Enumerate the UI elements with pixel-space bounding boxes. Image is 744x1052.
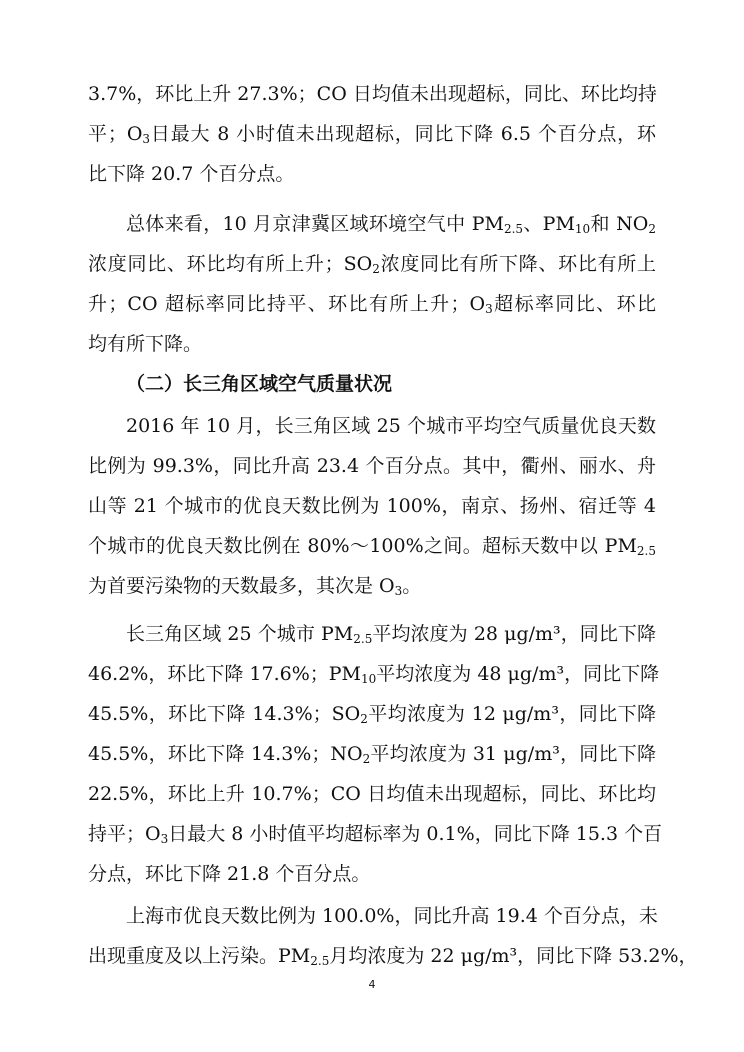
text-line — [126, 904, 656, 928]
subscript: 3 — [160, 832, 169, 846]
text-run: 平均浓度为 31 μg/m³，同比下降 — [370, 743, 656, 765]
text-run: 平均浓度为 12 μg/m³，同比下降 — [367, 703, 656, 725]
subscript: 10 — [361, 672, 377, 686]
subscript: 2 — [362, 752, 371, 766]
subscript: 3 — [485, 302, 493, 316]
subscript: 2.5 — [353, 632, 373, 646]
text-run: 长三角区域 25 个城市 PM — [126, 623, 354, 645]
text-run: 升；CO 超标率同比持平、环比有所上升；O — [88, 293, 486, 315]
text-line — [88, 454, 656, 478]
text-line — [88, 782, 656, 806]
text-line — [126, 414, 656, 438]
text-line — [88, 494, 656, 518]
text-run: 22.5%，环比上升 10.7%；CO 日均值未出现超标，同比、环比均 — [88, 783, 656, 805]
subscript: 2.5 — [636, 544, 656, 558]
page-number: 4 — [368, 978, 376, 991]
subscript: 2 — [648, 222, 656, 236]
text-run: 个城市的优良天数比例在 80%～100%之间。超标天数中以 PM — [88, 535, 637, 557]
text-run: 日最大 8 小时值未出现超标，同比下降 6.5 个百分点，环 — [150, 123, 656, 145]
text-run: 和 NO — [590, 213, 649, 235]
subscript: 2 — [360, 712, 368, 726]
text-run: 平均浓度为 28 μg/m³，同比下降 — [372, 623, 656, 645]
section-heading: （二）长三角区域空气质量状况 — [126, 373, 393, 395]
subscript: 3 — [142, 132, 151, 146]
text-line — [88, 122, 656, 146]
text-run: 浓度同比有所下降、环比有所上 — [379, 253, 656, 275]
text-line — [88, 662, 660, 686]
text-line — [88, 862, 656, 886]
text-run: 平；O — [88, 123, 143, 145]
text-run: 比例为 99.3%，同比升高 23.4 个百分点。其中，衢州、丽水、舟 — [88, 455, 656, 477]
text-line — [126, 622, 656, 646]
text-run: 均有所下降。 — [88, 333, 203, 355]
text-run: 总体来看，10 月京津冀区域环境空气中 PM — [126, 213, 504, 235]
subscript: 2.5 — [503, 222, 524, 236]
text-line — [126, 212, 656, 236]
text-line — [88, 292, 656, 316]
text-run: 分点，环比下降 21.8 个百分点。 — [88, 863, 371, 885]
subscript: 10 — [574, 222, 591, 236]
text-run: 。 — [402, 575, 422, 597]
text-line — [88, 162, 656, 186]
text-line — [88, 822, 663, 846]
text-run: 平均浓度为 48 μg/m³，同比下降 — [376, 663, 660, 685]
text-run: 持平；O — [88, 823, 161, 845]
subscript: 2 — [372, 262, 380, 276]
text-run: 日最大 8 小时值平均超标率为 0.1%，同比下降 15.3 个百 — [168, 823, 663, 845]
text-run: 浓度同比、环比均有所上升；SO — [88, 253, 373, 275]
text-line — [88, 742, 656, 766]
text-run: 月均浓度为 22 μg/m³，同比下降 53.2%， — [329, 945, 698, 967]
text-line — [88, 534, 656, 558]
text-line — [88, 82, 656, 106]
text-run: 比下降 20.7 个百分点。 — [88, 163, 295, 185]
subscript: 3 — [394, 584, 403, 598]
text-run: 山等 21 个城市的优良天数比例为 100%，南京、扬州、宿迁等 4 — [88, 495, 656, 517]
text-run: 46.2%，环比下降 17.6%；PM — [88, 663, 361, 685]
text-line — [88, 702, 656, 726]
text-run: 超标率同比、环比 — [492, 293, 656, 315]
text-run: 45.5%，环比下降 14.3%；SO — [88, 703, 361, 725]
text-line — [88, 252, 656, 276]
subscript: 2.5 — [310, 954, 330, 968]
text-run: 、PM — [523, 213, 575, 235]
text-run: 3.7%，环比上升 27.3%；CO 日均值未出现超标，同比、环比均持 — [88, 83, 657, 105]
text-line — [88, 944, 698, 968]
text-run: 出现重度及以上污染。PM — [88, 945, 311, 967]
text-line — [88, 574, 656, 598]
text-line — [88, 332, 656, 356]
text-run: 45.5%，环比下降 14.3%；NO — [88, 743, 363, 765]
text-run: 上海市优良天数比例为 100.0%，同比升高 19.4 个百分点，未 — [126, 905, 658, 927]
text-run: 2016 年 10 月，长三角区域 25 个城市平均空气质量优良天数 — [126, 415, 656, 437]
text-run: 为首要污染物的天数最多，其次是 O — [88, 575, 395, 597]
